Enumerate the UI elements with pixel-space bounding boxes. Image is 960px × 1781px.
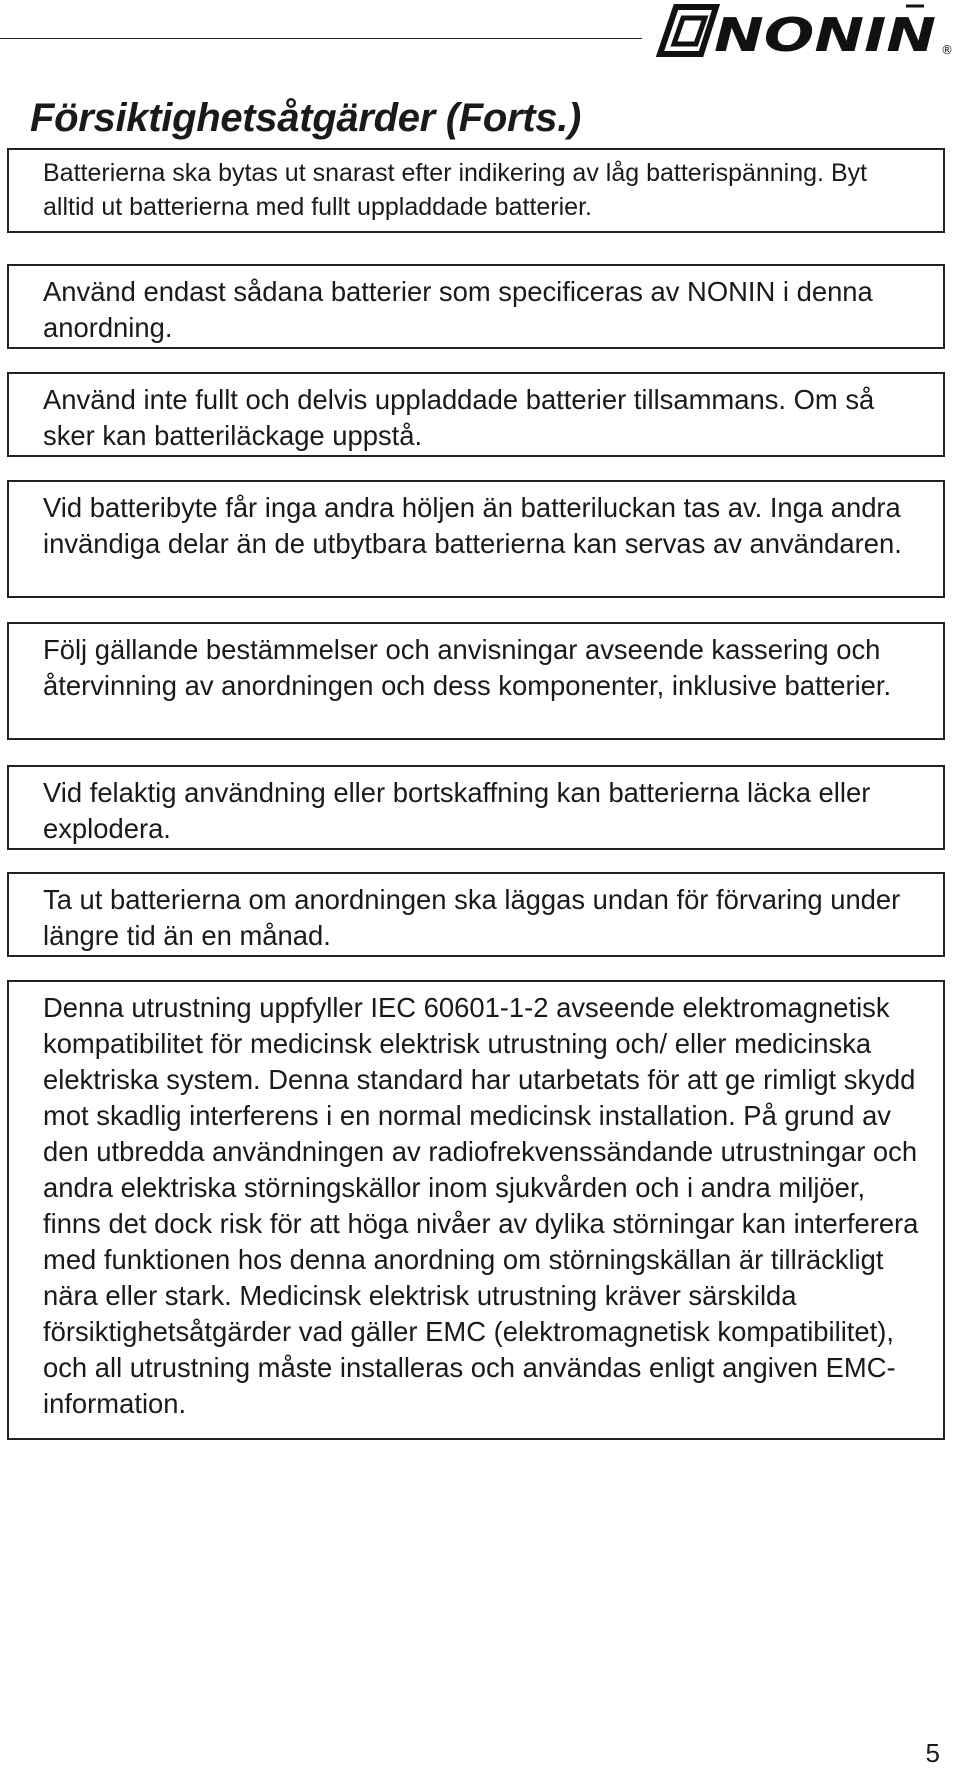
page-number: 5: [925, 1738, 940, 1768]
caution-box: [7, 622, 945, 740]
caution-text: Vid felaktig användning eller bortskaffning kan batterierna läcka eller explodera.: [43, 777, 871, 844]
caution-box: [7, 872, 945, 957]
caution-text: Batterierna ska bytas ut snarast efter indikering av låg batterispänning. Byt alltid ut batterierna med fullt uppladdade batterier.: [43, 159, 868, 221]
caution-text: Vid batteribyte får inga andra höljen än batteriluckan tas av. Inga andra invändiga delar än de utbytbara batterierna kan servas av användaren.: [43, 492, 902, 559]
caution-box: [7, 980, 945, 1440]
header-rule: [0, 38, 642, 39]
caution-box: [7, 480, 945, 598]
caution-box: [7, 765, 945, 850]
page-title: Försiktighetsåtgärder (Forts.): [30, 96, 582, 140]
caution-box: [7, 148, 945, 233]
nonin-logo-mark-icon: [660, 7, 716, 54]
caution-box: [7, 264, 945, 349]
nonin-logo-text: NONIN: [714, 8, 936, 60]
caution-text: Använd endast sådana batterier som specificeras av NONIN i denna anordning.: [43, 276, 873, 343]
caution-text: Följ gällande bestämmelser och anvisningar avseende kassering och återvinning av anordningen och dess komponenter, inklusive batterier.: [43, 634, 892, 701]
nonin-logo: [654, 4, 954, 60]
caution-text: Ta ut batterierna om anordningen ska läggas undan för förvaring under längre tid än en månad.: [43, 884, 901, 951]
caution-box: [7, 372, 945, 457]
registered-mark: ®: [941, 43, 953, 57]
caution-text: Använd inte fullt och delvis uppladdade batterier tillsammans. Om så sker kan batteriläckage uppstå.: [43, 384, 875, 451]
caution-text: Denna utrustning uppfyller IEC 60601-1-2 avseende elektromagnetisk kompatibilitet för medicinsk elektrisk utrustning och/ eller medicinska elektriska system. Denna standard har utarbetats för att ge rimligt skydd mot skadlig interferens i en normal medicinsk installation. På grund av den utbredda användningen av radiofrekvenssändande utrustningar och andra elektriska störningskällor inom sjukvården och i andra miljöer, finns det dock risk för att höga nivåer av dylika störningar kan interferera med funktionen hos denna anordning om störningskällan är tillräckligt nära eller stark. Medicinsk elektrisk utrustning kräver särskilda försiktighetsåtgärder vad gäller EMC (elektromagnetisk kompatibilitet), och all utrustning måste installeras och användas enligt angiven EMC-information.: [43, 992, 919, 1419]
